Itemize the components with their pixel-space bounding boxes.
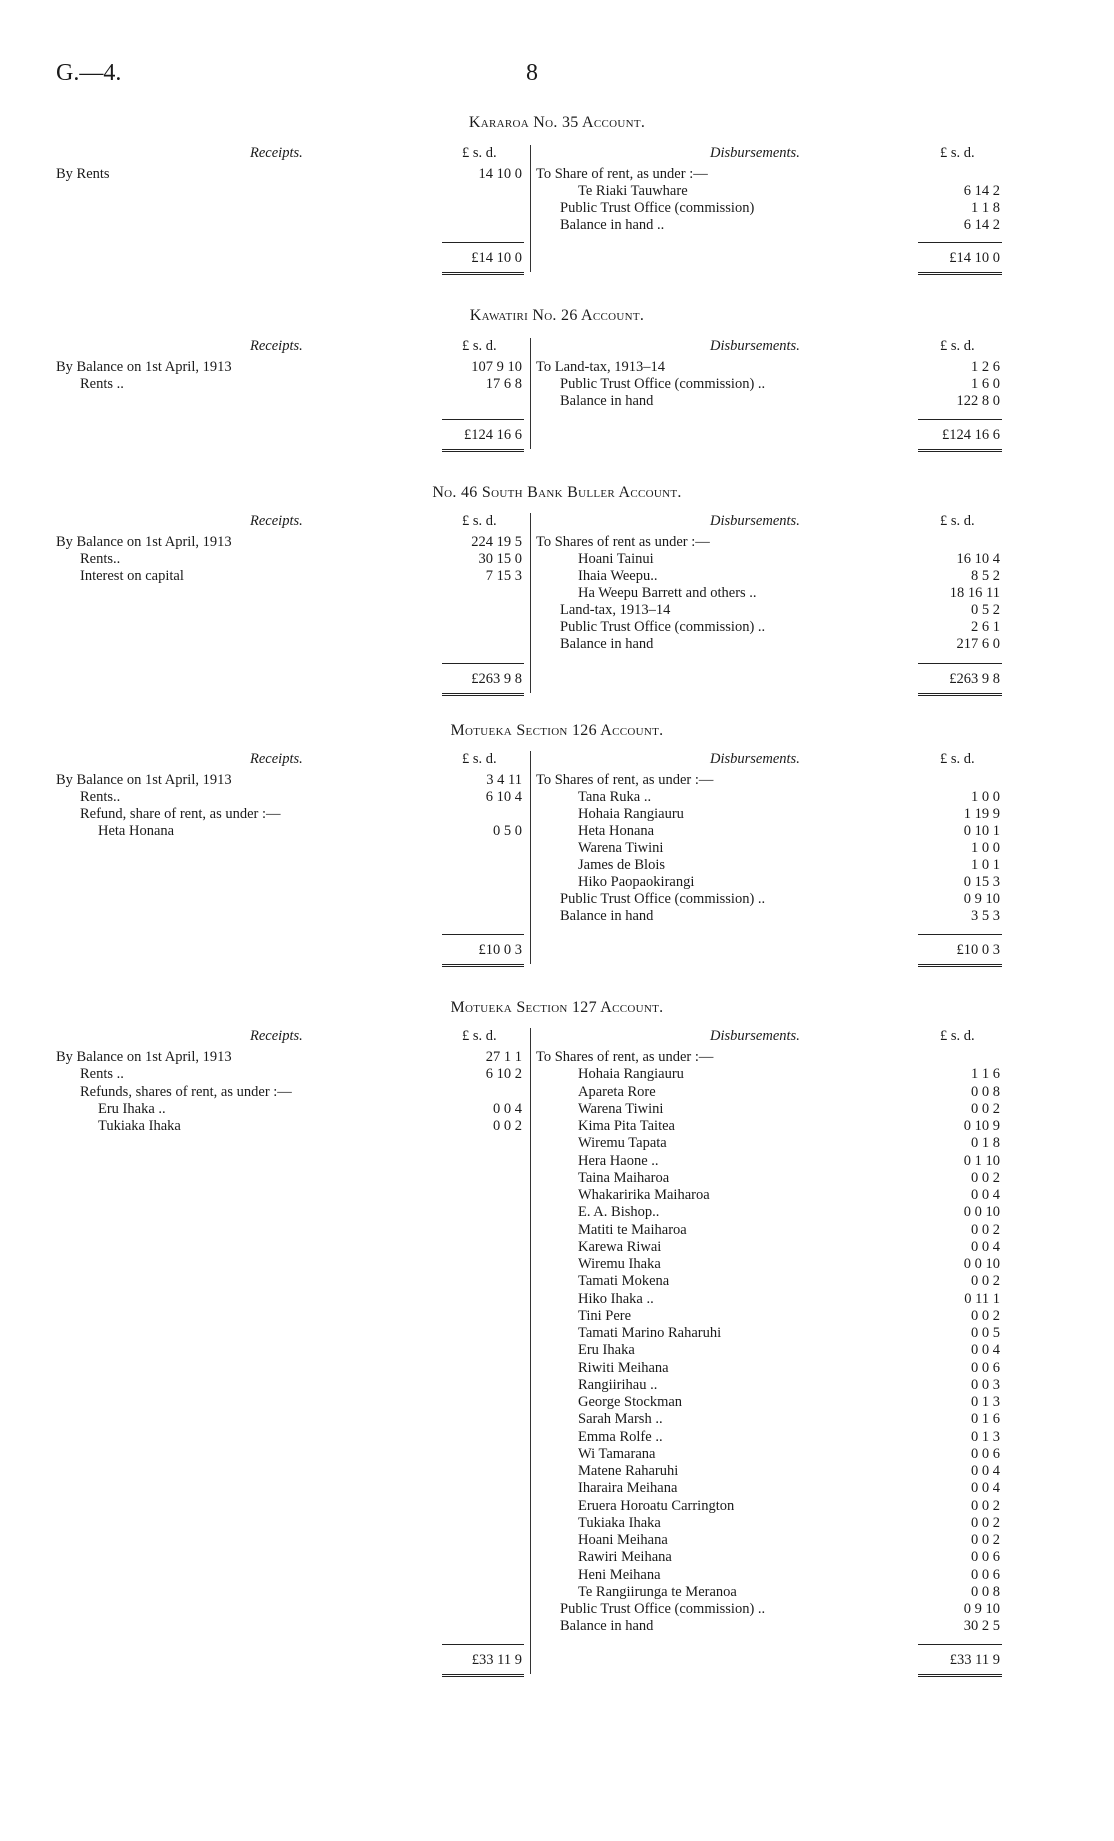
receipt-amount: 27 1 1 (485, 1049, 522, 1065)
disbursement-amount: 0 0 2 (971, 1532, 1000, 1548)
total-rule (442, 663, 524, 664)
disbursement-label: Rawiri Meihana (578, 1549, 672, 1566)
disbursement-label: Hoani Tainui (578, 551, 654, 567)
total-rule (918, 934, 1002, 935)
disbursement-amount: 6 14 2 (963, 183, 1000, 199)
disbursement-label: Hohaia Rangiauru (578, 806, 684, 822)
disbursement-label: Whakaririka Maiharoa (578, 1187, 710, 1203)
total-rule (442, 1644, 524, 1645)
disbursement-label: Tukiaka Ihaka (578, 1514, 661, 1531)
disbursement-amount: 0 0 2 (971, 1514, 1000, 1531)
disbursement-label: Hiko Ihaka .. (578, 1290, 654, 1307)
disbursement-amount: 6 14 2 (963, 217, 1000, 233)
receipt-label: Interest on capital (80, 568, 184, 584)
disbursement-label: Hoani Meihana (578, 1532, 668, 1548)
receipt-amount: 0 5 0 (493, 823, 522, 839)
disbursements-total: £14 10 0 (949, 250, 1000, 266)
disbursement-amount: 0 0 4 (971, 1480, 1000, 1497)
disbursement-label: Taina Maiharoa (578, 1169, 670, 1186)
total-double-rule (442, 693, 524, 696)
disbursement-amount: 0 0 8 (971, 1583, 1000, 1600)
receipts-label: Receipts. (250, 1028, 303, 1044)
disbursement-label: Public Trust Office (commission) (560, 200, 755, 216)
total-double-rule (442, 964, 524, 967)
column-divider (530, 513, 531, 693)
receipt-label: Eru Ihaka .. (98, 1100, 166, 1117)
disbursement-label: Hohaia Rangiauru (578, 1066, 684, 1083)
disbursement-amount: 0 0 6 (971, 1566, 1000, 1583)
disbursement-amount: 0 0 8 (971, 1083, 1000, 1100)
currency-header: £ s. d. (462, 1028, 497, 1044)
disbursement-label: Tana Ruka .. (578, 789, 652, 805)
disbursement-label: Matene Raharuhi (578, 1463, 679, 1479)
disbursement-amount: 1 1 6 (971, 1066, 1000, 1083)
disbursement-amount: 0 0 2 (971, 1100, 1000, 1117)
disbursement-label: Heta Honana (578, 823, 655, 839)
disbursement-label: To Share of rent, as under :— (536, 166, 708, 182)
disbursement-amount: 0 9 10 (963, 891, 1000, 907)
total-double-rule (442, 272, 524, 275)
disbursement-label: James de Blois (578, 857, 665, 873)
disbursement-amount: 0 1 6 (971, 1411, 1000, 1428)
receipt-amount: 6 10 2 (485, 1066, 522, 1083)
disbursements-total: £263 9 8 (949, 671, 1000, 687)
disbursement-amount: 0 0 2 (971, 1169, 1000, 1186)
account-title: No. 46 South Bank Buller Account. (432, 484, 682, 501)
document-reference: G.—4. (56, 60, 122, 86)
disbursement-label: Land-tax, 1913–14 (560, 602, 671, 618)
receipt-label: Rents .. (80, 1066, 124, 1083)
disbursement-label: Balance in hand (560, 636, 654, 652)
disbursement-label: To Land-tax, 1913–14 (536, 359, 666, 375)
disbursement-amount: 0 1 3 (971, 1394, 1000, 1410)
currency-header: £ s. d. (940, 513, 975, 529)
disbursement-amount: 0 0 6 (971, 1359, 1000, 1376)
currency-header: £ s. d. (462, 338, 497, 354)
receipt-amount: 0 0 4 (493, 1100, 522, 1117)
disbursement-label: Public Trust Office (commission) .. (560, 1601, 766, 1617)
disbursement-amount: 1 19 9 (963, 806, 1000, 822)
receipt-amount: 0 0 2 (493, 1118, 522, 1134)
receipt-amount: 6 10 4 (485, 789, 522, 805)
disbursement-label: Eru Ihaka (578, 1342, 635, 1359)
receipt-label: By Balance on 1st April, 1913 (56, 772, 232, 788)
disbursement-label: Heni Meihana (578, 1566, 661, 1583)
disbursements-label: Disbursements. (710, 751, 800, 767)
receipts-label: Receipts. (250, 145, 303, 161)
receipt-label: Rents.. (80, 551, 121, 567)
disbursement-amount: 0 0 4 (971, 1187, 1000, 1203)
disbursement-label: Te Riaki Tauwhare (578, 183, 688, 199)
total-double-rule (918, 1674, 1002, 1677)
receipt-amount: 7 15 3 (485, 568, 522, 584)
receipt-label: By Balance on 1st April, 1913 (56, 359, 232, 375)
disbursement-label: Warena Tiwini (578, 1100, 664, 1117)
disbursement-amount: 8 5 2 (971, 568, 1000, 584)
disbursements-label: Disbursements. (710, 513, 800, 529)
total-rule (918, 242, 1002, 243)
disbursement-amount: 0 0 10 (963, 1256, 1000, 1272)
total-double-rule (442, 1674, 524, 1677)
disbursement-amount: 217 6 0 (956, 636, 1000, 652)
disbursement-label: Wi Tamarana (578, 1445, 656, 1462)
disbursements-label: Disbursements. (710, 1028, 800, 1044)
receipts-label: Receipts. (250, 338, 303, 354)
disbursements-total: £10 0 3 (956, 942, 1000, 958)
total-rule (442, 242, 524, 243)
disbursement-amount: 0 1 10 (963, 1152, 1000, 1169)
disbursement-label: Tamati Marino Raharuhi (578, 1325, 722, 1341)
disbursement-label: Rangiirihau .. (578, 1376, 658, 1393)
currency-header: £ s. d. (940, 1028, 975, 1044)
disbursement-amount: 0 10 1 (963, 823, 1000, 839)
total-double-rule (918, 272, 1002, 275)
disbursement-amount: 1 1 8 (971, 200, 1000, 216)
total-rule (918, 419, 1002, 420)
total-double-rule (442, 449, 524, 452)
disbursement-label: Matiti te Maiharoa (578, 1221, 687, 1238)
receipts-total: £33 11 9 (471, 1652, 522, 1668)
disbursement-label: Te Rangiirunga te Meranoa (578, 1583, 737, 1600)
disbursement-amount: 1 0 0 (971, 789, 1000, 805)
receipt-amount: 17 6 8 (485, 376, 522, 392)
receipt-label: Heta Honana (98, 823, 175, 839)
disbursement-label: Iharaira Meihana (578, 1480, 678, 1497)
disbursement-amount: 1 2 6 (971, 359, 1000, 375)
currency-header: £ s. d. (462, 751, 497, 767)
disbursement-label: Kima Pita Taitea (578, 1118, 675, 1134)
disbursement-amount: 0 0 6 (971, 1549, 1000, 1566)
disbursement-amount: 0 15 3 (963, 874, 1000, 890)
receipts-total: £124 16 6 (464, 427, 522, 443)
page-number: 8 (526, 60, 538, 86)
disbursement-amount: 3 5 3 (971, 908, 1000, 924)
receipts-total: £10 0 3 (478, 942, 522, 958)
disbursement-label: Wiremu Tapata (578, 1135, 667, 1152)
disbursement-amount: 0 0 4 (971, 1463, 1000, 1479)
disbursement-label: Hera Haone .. (578, 1152, 659, 1169)
disbursements-total: £33 11 9 (949, 1652, 1000, 1668)
account-title: Motueka Section 126 Account. (450, 722, 664, 739)
disbursement-amount: 0 0 2 (971, 1221, 1000, 1238)
disbursement-label: Riwiti Meihana (578, 1359, 669, 1376)
disbursement-label: Ihaia Weepu.. (578, 568, 658, 584)
receipts-label: Receipts. (250, 513, 303, 529)
disbursement-label: Apareta Rore (578, 1083, 656, 1100)
disbursement-label: Ha Weepu Barrett and others .. (578, 585, 757, 601)
disbursement-amount: 0 0 6 (971, 1445, 1000, 1462)
receipt-label: Rents .. (80, 376, 124, 392)
disbursement-label: E. A. Bishop.. (578, 1204, 660, 1221)
currency-header: £ s. d. (462, 145, 497, 161)
column-divider (530, 751, 531, 964)
currency-header: £ s. d. (940, 751, 975, 767)
disbursement-amount: 0 0 2 (971, 1307, 1000, 1324)
disbursement-amount: 0 1 8 (971, 1135, 1000, 1152)
currency-header: £ s. d. (940, 145, 975, 161)
receipt-amount: 30 15 0 (478, 551, 522, 567)
disbursement-amount: 30 2 5 (963, 1618, 1000, 1635)
account-title: Motueka Section 127 Account. (450, 999, 664, 1016)
total-double-rule (918, 964, 1002, 967)
disbursement-label: Public Trust Office (commission) .. (560, 619, 766, 635)
disbursement-amount: 0 0 5 (971, 1325, 1000, 1341)
receipt-label: By Rents (56, 166, 110, 182)
total-rule (918, 663, 1002, 664)
disbursement-label: Balance in hand .. (560, 217, 665, 233)
disbursement-amount: 0 10 9 (963, 1118, 1000, 1134)
disbursement-label: Balance in hand (560, 908, 654, 924)
disbursement-label: Tamati Mokena (578, 1273, 670, 1290)
disbursement-label: Sarah Marsh .. (578, 1411, 663, 1428)
column-divider (530, 145, 531, 272)
disbursement-amount: 0 0 2 (971, 1273, 1000, 1290)
total-rule (918, 1644, 1002, 1645)
disbursement-amount: 0 0 10 (963, 1204, 1000, 1221)
disbursement-amount: 0 0 3 (971, 1376, 1000, 1393)
receipt-label: By Balance on 1st April, 1913 (56, 1049, 232, 1065)
disbursement-label: Karewa Riwai (578, 1238, 662, 1255)
currency-header: £ s. d. (940, 338, 975, 354)
total-rule (442, 934, 524, 935)
disbursement-label: Balance in hand (560, 393, 654, 409)
disbursement-label: George Stockman (578, 1394, 683, 1410)
disbursement-amount: 0 0 4 (971, 1238, 1000, 1255)
total-double-rule (918, 449, 1002, 452)
disbursement-label: Warena Tiwini (578, 840, 664, 856)
total-double-rule (918, 693, 1002, 696)
receipt-amount: 224 19 5 (471, 534, 522, 550)
disbursement-amount: 0 9 10 (963, 1601, 1000, 1617)
disbursement-label: To Shares of rent as under :— (536, 534, 710, 550)
disbursements-label: Disbursements. (710, 145, 800, 161)
disbursement-amount: 2 6 1 (971, 619, 1000, 635)
receipt-amount: 3 4 11 (486, 772, 522, 788)
receipts-total: £14 10 0 (471, 250, 522, 266)
receipts-total: £263 9 8 (471, 671, 522, 687)
disbursement-label: Wiremu Ihaka (578, 1256, 661, 1272)
receipt-label: By Balance on 1st April, 1913 (56, 534, 232, 550)
disbursement-amount: 18 16 11 (949, 585, 1000, 601)
column-divider (530, 1028, 531, 1674)
disbursement-label: Eruera Horoatu Carrington (578, 1497, 735, 1514)
account-title: Kararoa No. 35 Account. (468, 114, 646, 131)
disbursement-label: To Shares of rent, as under :— (536, 772, 714, 788)
disbursements-total: £124 16 6 (942, 427, 1000, 443)
disbursement-amount: 0 5 2 (971, 602, 1000, 618)
disbursement-amount: 122 8 0 (956, 393, 1000, 409)
total-rule (442, 419, 524, 420)
disbursement-amount: 1 0 1 (971, 857, 1000, 873)
disbursement-amount: 0 1 3 (971, 1428, 1000, 1445)
disbursement-label: Emma Rolfe .. (578, 1428, 663, 1445)
receipt-amount: 14 10 0 (478, 166, 522, 182)
column-divider (530, 338, 531, 449)
disbursement-amount: 0 11 1 (964, 1290, 1000, 1307)
receipt-label: Tukiaka Ihaka (98, 1118, 181, 1134)
receipt-label: Refund, share of rent, as under :— (80, 806, 281, 822)
currency-header: £ s. d. (462, 513, 497, 529)
disbursement-label: Tini Pere (578, 1307, 632, 1324)
receipt-label: Refunds, shares of rent, as under :— (80, 1083, 292, 1100)
disbursement-label: Balance in hand (560, 1618, 654, 1635)
disbursements-label: Disbursements. (710, 338, 800, 354)
disbursement-label: Public Trust Office (commission) .. (560, 891, 766, 907)
disbursement-amount: 0 0 2 (971, 1497, 1000, 1514)
disbursement-label: Public Trust Office (commission) .. (560, 376, 766, 392)
disbursement-label: To Shares of rent, as under :— (536, 1049, 714, 1065)
disbursement-amount: 1 6 0 (971, 376, 1000, 392)
receipts-label: Receipts. (250, 751, 303, 767)
account-title: Kawatiri No. 26 Account. (469, 307, 645, 324)
receipt-amount: 107 9 10 (471, 359, 522, 375)
receipt-label: Rents.. (80, 789, 121, 805)
disbursement-label: Hiko Paopaokirangi (578, 874, 695, 890)
disbursement-amount: 16 10 4 (956, 551, 1000, 567)
disbursement-amount: 1 0 0 (971, 840, 1000, 856)
disbursement-amount: 0 0 4 (971, 1342, 1000, 1359)
